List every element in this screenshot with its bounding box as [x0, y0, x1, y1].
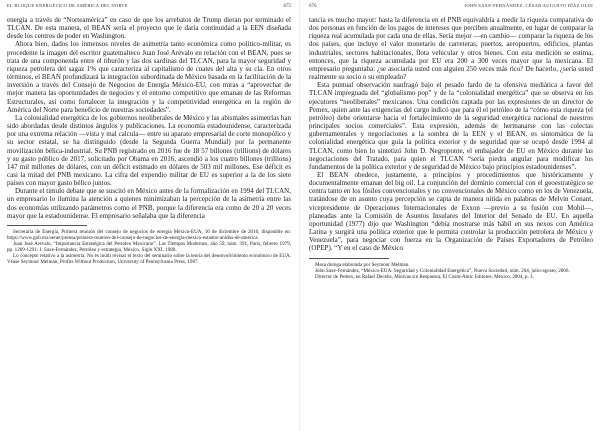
- right-running-head: [309, 3, 593, 12]
- paragraph: tancia es mucho mayor: hasta la diferencia en el PNB equivaldría a medir la riqueza comparativa de dos personas en función de los pagos de intereses que perciben anualmente, en lugar de comparar la riqueza real acumulada por cada una de ellas. Sería mejor —en cambio— comparar la riqueza de los dos países, que incluye el valor monetario de carreteras, puertos, aeropuertos, edificios, plantas industriales, sectores habitacionales, flota vehicular y otros bienes. Con esta medición se estima, entonces, que la riqueza acumulada por EU era 200 a 300 veces mayor que la mexicana. El empresario preguntaba: ¿se asociaría usted con alguien 250 veces más rico? De hacerlo, ¿sería usted realmente su socio o su empleado?: [309, 16, 593, 82]
- footnote: Mesa dologa elaborada por Seymour Melman.: [315, 261, 410, 268]
- left-page-number: 675: [283, 4, 291, 9]
- left-body-text: [7, 16, 291, 220]
- footnote-rule: [7, 225, 87, 226]
- paragraph: El BEAN obedece, justamente, a principios y procedimientos que históricamente y documentalmente emanan del big oil. La conjunción del dominio comercial con el geoestratégico se centra tanto en los fósiles convencionales y no convencionales de México como en los de Venezuela, tratándose de un asunto cuya percepción se capta de manera nítida en palabras de Melvin Conant, vicepresidente de Operaciones Internacionales de Exxon —previo a su fusión con Mobil—, planeadas ante la Comisión de Asuntos Insulares del Interior del Senado de EU. En aquella oportunidad (1977) dijo que Washington “debía mostrarse más hábil en sus nexos con América Latina y surgirá una política exterior que le permita controlar la producción petrolera de México y Venezuela”, para negociar con fuerza en la Organización de Países Exportadores de Petróleo (OPEP). “Y en el caso de México: [309, 170, 593, 253]
- footnote: John Saxe-Fernández, “México-EUA: Seguridad y Colonialidad Energética”, Nueva Sociedad, núm. 204, julio-agosto, 2006.: [315, 267, 570, 274]
- paragraph: La colonialidad energética de los gobiernos neoliberales de México y las abismales asimetrías han sido abordadas desde distintos ángulos y publicaciones. La economía estadounidense, caracterizada por una extrema relación —vista y mal calcula— entre su aparato empresarial de corte monopólico y su sector estatal, se ha distinguido (desde la Segunda Guerra Mundial) por la permanente movilización bélica-industrial. Su PNB registrado en 2016 fue de 18 57 billones (trillions) de dólares y su gasto público de 2017, solicitado por Obama en 2016, ascendió a los cuatro billones (trillions) 147 mil millones de dólares, con un déficit estimado en dólares de 503 mil millones. Ese déficit es casi la mitad del PNB mexicano. La cifra del expendio militar de EU es superior a la de los siete países con mayor gasto bélico juntos.: [7, 113, 291, 188]
- footnote: Juan José Arévalo, “Importancia Estratégica del Petróleo Mexicano”, Las Tiempos Modernos, año 59, núm. 391, París, febrero 1979, pp. 1269-1291; J. Saxe-Fernández, Petróleo y estrategia, México, Siglo XXI, 1980.: [7, 240, 291, 253]
- paragraph: energía a través de “Norteamérica” en caso de que los arrebatos de Trump dieran por terminado el TLCAN. De esta manera, el BEAN sería el proyecto que le daría continuidad a la EEN diseñada desde los centros de poder en Washington.: [7, 16, 291, 41]
- footnote: Lo concepto relativo a la asimetría. No es inútil revisar el texto del seminario sobre la teoría del desenvolvimiento económico de EUA. Véase Seymour Melman, Profits Without Production, University of Pennsylvania Press, 1987.: [7, 252, 291, 265]
- footnote: Secretaría de Energía, Primera reunión del consejo de negocios de energía México-EUA, 16 de diciembre de 2016, disponible en: https://www.gob.mx/sener/prensa/primera-reunion-del-consejo-de-negocios-de-energia-mexico-estados-unidos-de-america.: [7, 228, 291, 241]
- paragraph: Durante el timulo debate que se suscitó en México antes de la formalización en 1994 del TLCAN, un empresario lo ilumina la atención a quienes minimizaban la percepción de la asimetría entre las dos economías utilizando parámetros como el PNB, porque la diferencia era como de 20 a 20 veces mayor que la estadounidense. El empresario señalaba que la diferencia: [7, 187, 291, 220]
- paragraph: Esta puntual observación naufragó bajo el pesado fardo de la ofensiva mediática a favor del TLCAN impregnada del “globalismo pop” y de la “colonialidad energética” que se observa en los ejecutores “neoliberales” mexicanos. Una condición captada por las expresiones de un director de Pemex, quien ante las exigencias del cargo indicó que para él el petróleo de la “cómo esta riqueza (el petróleo) debe orientarse hacia el fortalecimiento de la seguridad energética nacional de nuestros principales socios comerciales”. Esta expresión, además de hermanarse con las colectas gubernamentales y negociaciones a la sombra de la EEN y el BEAN, es sintomática de la colonialidad energética que guía la política exterior y de seguridad que se ocupó desde 1994 al TLCAN, como bien lo sintetizó John D. Negroponte, el embajador de EU en México durante las negociaciones del Tratado, para quien el TLCAN “sería piedra angular para modificar los fundamentos de la política exterior y de seguridad de México bajo principios estadounidenses”.: [309, 81, 593, 171]
- right-page: [300, 0, 600, 431]
- paragraph: Ahora bien, dados los inmensos niveles de asimetría tanto económica como político-militar, es procedente la imagen del escritor guatemalteco Juan José Arévalo en relación con el BEAN, pues se trata de una componenda entre el tiburón y las dos sardinas del TLCAN, para la mayor seguridad y riqueza petrolera del sagaz 1% que caracteriza al capitalismo de cuates del alta y su cla. En otros términos, el BEAN profundizará la integración subordinada de México basada en la facilitación de la inversión a través del Consejo de Negocios de Energía México-EU, con miras a “aprovechar de mejor manera las oportunidades de negocios y el entorno competitivo que emanan de las Reformas Estructurales, así como fortalecer la integración y la competitividad energética en la región de América del Norte para beneficio de nuestras sociedades”.: [7, 40, 291, 114]
- right-footnotes: [309, 262, 593, 280]
- right-running-head-title: JOHN SAXE-FERNÁNDEZ, CÉSAR AUGUSTO DÍAZ OLIN: [464, 3, 593, 8]
- footnote-rule: [309, 258, 389, 259]
- left-running-head-title: EL BLOQUE ENERGÉTICO DE AMÉRICA DEL NORTE: [7, 3, 128, 8]
- right-page-number: 676: [309, 4, 317, 9]
- left-running-head: [7, 3, 291, 12]
- footnote: Director de Pemex, en Rafael Decelis, Minivas sin Respuesta, El Cosm-Amic Editores, México, 2004, p. 3.: [315, 273, 534, 280]
- left-footnotes: [7, 229, 291, 265]
- right-body-text: [309, 16, 593, 253]
